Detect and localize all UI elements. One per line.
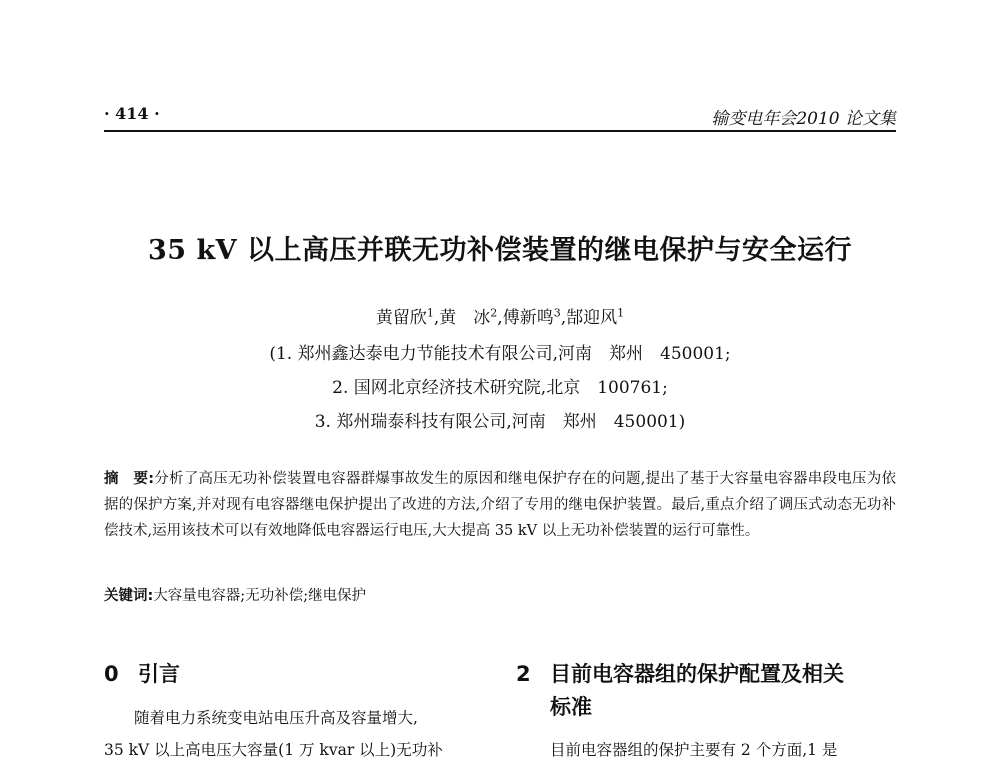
- page-number: · 414 ·: [104, 104, 160, 123]
- section-title-continued: 标准: [550, 695, 592, 719]
- page-header: [104, 104, 896, 130]
- header-rule: [104, 130, 896, 132]
- abstract-label: 摘 要:: [104, 471, 155, 487]
- body-line: 目前电容器组的保护主要有 2 个方面,1 是: [550, 741, 838, 759]
- author-name: 郜迎风: [566, 308, 618, 328]
- paper-title: 35 kV 以上高压并联无功补偿装置的继电保护与安全运行: [147, 235, 853, 266]
- author-mark: 2: [490, 306, 498, 320]
- affiliation-1: (1. 郑州鑫达泰电力节能技术有限公司,河南 郑州 450001;: [269, 344, 731, 364]
- author-mark: 1: [426, 306, 434, 320]
- abstract: [104, 466, 896, 544]
- abstract-text: 分析了高压无功补偿装置电容器群爆事故发生的原因和继电保护存在的问题,提出了基于大容量电容器串段电压为依据的保护方案,并对现有电容器继电保护提出了改进的方法,介绍了专用的继电保护装置。最后,重点介绍了调压式动态无功补偿技术,运用该技术可以有效地降低电容器运行电压,大大提高 35 kV 以上无功补偿装置的运行可靠性。: [104, 471, 896, 539]
- body-line: 随着电力系统变电站电压升高及容量增大,: [134, 709, 418, 727]
- author-mark: 3: [553, 306, 561, 320]
- section-number: 2: [516, 662, 531, 686]
- section-heading-intro: [104, 658, 180, 688]
- protection-paragraph: [550, 734, 896, 766]
- section-title: 目前电容器组的保护配置及相关: [550, 662, 844, 686]
- author-name: 黄 冰: [439, 308, 491, 328]
- section-title: 引言: [138, 662, 180, 686]
- keywords-label: 关键词:: [104, 588, 154, 604]
- author-name: 傅新鸣: [502, 308, 554, 328]
- affiliation-3: 3. 郑州瑞泰科技有限公司,河南 郑州 450001): [314, 412, 686, 432]
- section-number: 0: [104, 662, 119, 686]
- section-heading-protection: [516, 658, 906, 724]
- author-mark: 1: [617, 306, 625, 320]
- keywords-text: 大容量电容器;无功补偿;继电保护: [153, 588, 367, 604]
- author-name: 黄留欣: [375, 308, 427, 328]
- affiliation-2: 2. 国网北京经济技术研究院,北京 100761;: [332, 378, 668, 398]
- keywords: [104, 584, 896, 605]
- intro-paragraph: [104, 702, 484, 766]
- journal-name: 输变电年会2010 论文集: [711, 109, 896, 129]
- author-list: 黄留欣$^1$,黄 冰$^2$,傅新鸣$^3$,郜迎风$^1$: [375, 306, 625, 328]
- body-line: 35 kV 以上高电压大容量(1 万 kvar 以上)无功补: [104, 741, 443, 759]
